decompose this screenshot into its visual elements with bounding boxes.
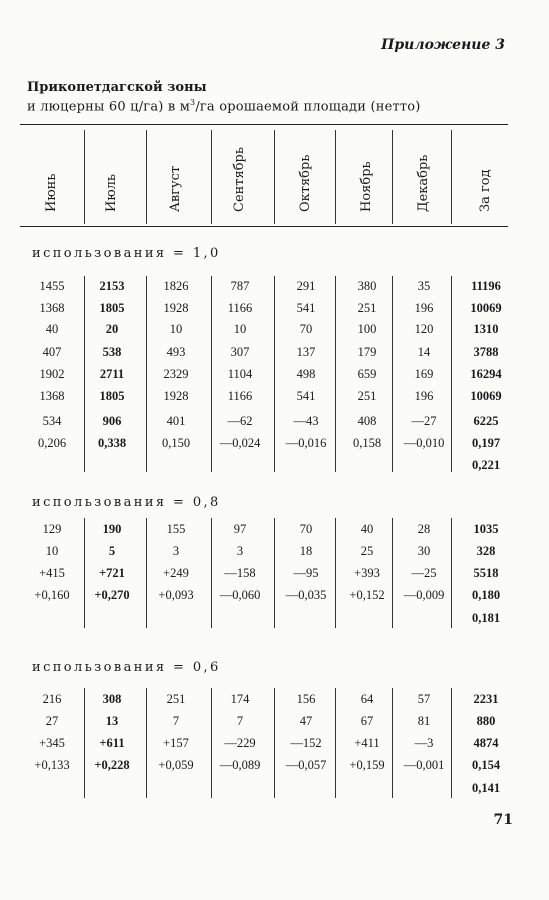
table-cell: 1166	[227, 389, 253, 403]
table-cell: 1104	[227, 367, 253, 381]
annual-extra-value: 0,181	[471, 611, 501, 625]
section-label: использования = 0,6	[32, 660, 221, 675]
table-cell: 156	[296, 692, 316, 706]
table-cell: 70	[299, 322, 313, 336]
table-cell: 906	[102, 414, 122, 428]
table-cell: +0,270	[94, 588, 130, 602]
table-cell: 1826	[163, 279, 189, 293]
table-cell: 1805	[99, 301, 125, 315]
table-cell: +393	[354, 566, 380, 580]
table-cell: 216	[42, 692, 62, 706]
table-cell: 1928	[163, 301, 189, 315]
page-number: 71	[493, 812, 513, 828]
table-cell: —0,010	[403, 436, 445, 450]
table-cell: +0,133	[34, 758, 70, 772]
table-cell: 3788	[473, 345, 499, 359]
annual-extra-value: 0,221	[471, 458, 501, 472]
table-cell: 534	[42, 414, 62, 428]
table-cell: 155	[166, 522, 186, 536]
table-top-rule	[20, 124, 508, 125]
table-cell: 100	[357, 322, 377, 336]
table-cell: 1928	[163, 389, 189, 403]
table-cell: +0,059	[158, 758, 194, 772]
table-cell: 81	[417, 714, 431, 728]
table-cell: 28	[417, 522, 431, 536]
table-cell: 137	[296, 345, 316, 359]
table-cell: 1166	[227, 301, 253, 315]
table-cell: 2711	[99, 367, 125, 381]
table-cell: 5	[108, 544, 116, 558]
column-header-1: Июнь	[44, 173, 59, 212]
table-cell: 408	[357, 414, 377, 428]
table-cell: 30	[417, 544, 431, 558]
table-cell: —152	[290, 736, 322, 750]
table-cell: 57	[417, 692, 431, 706]
table-cell: —0,060	[219, 588, 261, 602]
table-cell: +411	[354, 736, 380, 750]
table-cell: 97	[233, 522, 247, 536]
column-header-8: За год	[478, 169, 493, 212]
table-cell: +0,160	[34, 588, 70, 602]
table-cell: +415	[39, 566, 65, 580]
header-column-divider	[211, 130, 212, 224]
table-cell: 64	[360, 692, 374, 706]
table-cell: 407	[42, 345, 62, 359]
table-cell: 0,150	[161, 436, 191, 450]
table-cell: —0,035	[285, 588, 327, 602]
table-cell: 169	[414, 367, 434, 381]
column-header-3: Август	[168, 165, 183, 212]
table-cell: —0,089	[219, 758, 261, 772]
table-cell: —3	[414, 736, 434, 750]
header-column-divider	[84, 130, 85, 224]
column-divider	[274, 688, 275, 798]
table-cell: 0,206	[37, 436, 67, 450]
table-cell: —62	[227, 414, 253, 428]
table-cell: 196	[414, 389, 434, 403]
table-cell: 129	[42, 522, 62, 536]
table-cell: 2329	[163, 367, 189, 381]
table-cell: 7	[172, 714, 180, 728]
table-cell: +0,159	[349, 758, 385, 772]
table-cell: 1368	[39, 389, 65, 403]
column-header-2: Июль	[104, 174, 119, 212]
table-cell: 493	[166, 345, 186, 359]
table-title-line2: и люцерны 60 ц/га) в $м^3/га$ орошаемой площади (нетто)	[27, 98, 421, 115]
table-cell: +611	[99, 736, 125, 750]
table-cell: 880	[476, 714, 496, 728]
table-cell: 18	[299, 544, 313, 558]
table-header-bottom-rule	[20, 226, 508, 227]
table-cell: —0,016	[285, 436, 327, 450]
table-cell: 291	[296, 279, 316, 293]
table-cell: 0,338	[97, 436, 127, 450]
table-cell: 2153	[99, 279, 125, 293]
table-cell: 538	[102, 345, 122, 359]
table-cell: 541	[296, 389, 316, 403]
table-cell: 6225	[473, 414, 499, 428]
table-cell: 47	[299, 714, 313, 728]
table-cell: 498	[296, 367, 316, 381]
table-cell: 0,154	[471, 758, 501, 772]
table-cell: 308	[102, 692, 122, 706]
header-column-divider	[335, 130, 336, 224]
column-header-4: Сентябрь	[232, 147, 247, 212]
table-cell: 659	[357, 367, 377, 381]
table-cell: —0,001	[403, 758, 445, 772]
table-cell: +345	[39, 736, 65, 750]
table-cell: 2231	[473, 692, 499, 706]
table-cell: —27	[411, 414, 437, 428]
table-cell: +0,152	[349, 588, 385, 602]
table-cell: 1455	[39, 279, 65, 293]
header-column-divider	[274, 130, 275, 224]
table-cell: 3	[172, 544, 180, 558]
header-column-divider	[146, 130, 147, 224]
table-cell: 541	[296, 301, 316, 315]
table-cell: 251	[357, 301, 377, 315]
table-cell: 1310	[473, 322, 499, 336]
column-divider	[274, 518, 275, 628]
table-cell: 10069	[470, 389, 502, 403]
table-cell: 25	[360, 544, 374, 558]
table-cell: —25	[411, 566, 437, 580]
table-cell: +0,228	[94, 758, 130, 772]
table-cell: 1035	[473, 522, 499, 536]
table-cell: 14	[417, 345, 431, 359]
table-cell: 10069	[470, 301, 502, 315]
table-cell: 1902	[39, 367, 65, 381]
table-cell: 10	[233, 322, 247, 336]
table-cell: 190	[102, 522, 122, 536]
table-cell: —43	[293, 414, 319, 428]
table-cell: 70	[299, 522, 313, 536]
table-cell: 251	[166, 692, 186, 706]
table-cell: 4874	[473, 736, 499, 750]
table-cell: 20	[105, 322, 119, 336]
table-cell: 1368	[39, 301, 65, 315]
table-cell: +157	[163, 736, 189, 750]
appendix-label: Приложение 3	[381, 37, 505, 53]
table-cell: —0,057	[285, 758, 327, 772]
header-column-divider	[451, 130, 452, 224]
table-cell: 179	[357, 345, 377, 359]
table-cell: 0,197	[471, 436, 501, 450]
table-cell: +249	[163, 566, 189, 580]
section-label: использования = 1,0	[32, 246, 221, 261]
table-cell: 251	[357, 389, 377, 403]
table-cell: 787	[230, 279, 250, 293]
table-cell: —95	[293, 566, 319, 580]
table-cell: —0,024	[219, 436, 261, 450]
table-cell: 174	[230, 692, 250, 706]
table-cell: 120	[414, 322, 434, 336]
table-cell: 67	[360, 714, 374, 728]
table-cell: 307	[230, 345, 250, 359]
table-cell: 11196	[471, 279, 501, 293]
column-header-5: Октябрь	[298, 154, 313, 212]
table-cell: 5518	[473, 566, 499, 580]
table-cell: 7	[236, 714, 244, 728]
table-cell: —158	[224, 566, 256, 580]
table-cell: +0,093	[158, 588, 194, 602]
table-cell: 401	[166, 414, 186, 428]
table-cell: 196	[414, 301, 434, 315]
table-cell: 3	[236, 544, 244, 558]
table-cell: —0,009	[403, 588, 445, 602]
annual-extra-value: 0,141	[471, 781, 501, 795]
table-cell: 0,180	[471, 588, 501, 602]
section-label: использования = 0,8	[32, 495, 221, 510]
table-cell: 27	[45, 714, 59, 728]
column-divider	[274, 276, 275, 472]
column-header-7: Декабрь	[416, 154, 431, 212]
table-cell: +721	[99, 566, 125, 580]
table-title-line1: Прикопетдагской зоны	[27, 80, 207, 95]
table-cell: 10	[45, 544, 59, 558]
table-cell: —229	[224, 736, 256, 750]
table-cell: 10	[169, 322, 183, 336]
table-cell: 16294	[470, 367, 502, 381]
table-cell: 380	[357, 279, 377, 293]
table-cell: 13	[105, 714, 119, 728]
column-header-6: Ноябрь	[359, 161, 374, 212]
table-cell: 40	[360, 522, 374, 536]
header-column-divider	[392, 130, 393, 224]
table-cell: 0,158	[352, 436, 382, 450]
table-cell: 40	[45, 322, 59, 336]
table-cell: 1805	[99, 389, 125, 403]
table-cell: 328	[476, 544, 496, 558]
table-cell: 35	[417, 279, 431, 293]
